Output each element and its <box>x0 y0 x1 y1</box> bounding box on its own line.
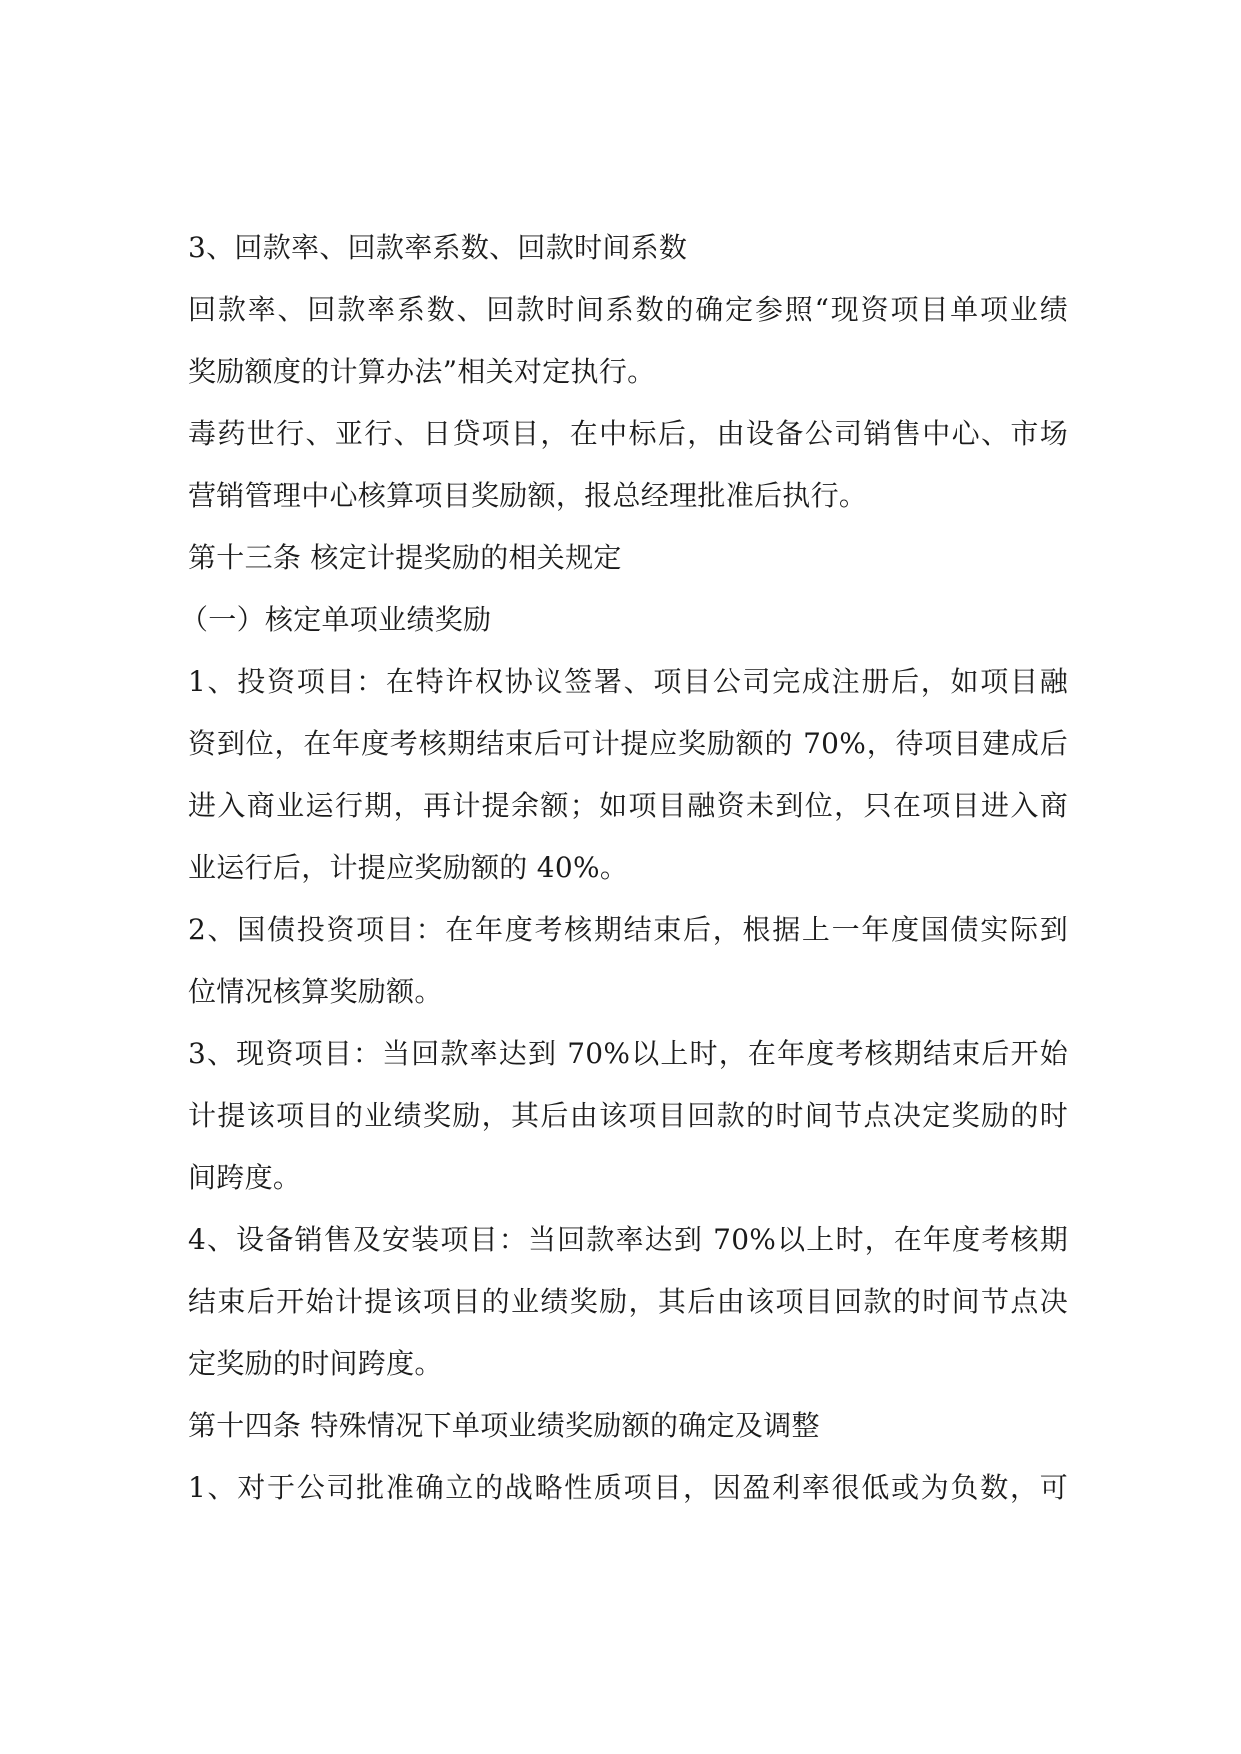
paragraph-line: 资到位，在年度考核期结束后可计提应奖励额的 70%，待项目建成后 <box>188 727 1068 760</box>
paragraph-line: 进入商业运行期，再计提余额；如项目融资未到位，只在项目进入商 <box>188 789 1068 822</box>
paragraph-line: 1、投资项目：在特许权协议签署、项目公司完成注册后，如项目融 <box>188 665 1068 698</box>
paragraph-line: 定奖励的时间跨度。 <box>188 1347 443 1380</box>
article-heading-14: 第十四条 特殊情况下单项业绩奖励额的确定及调整 <box>188 1409 820 1442</box>
paragraph-line: 回款率、回款率系数、回款时间系数的确定参照“现资项目单项业绩 <box>188 293 1068 326</box>
section-heading-collection-rate: 3、回款率、回款率系数、回款时间系数 <box>188 231 688 264</box>
subsection-heading-1: （一）核定单项业绩奖励 <box>180 603 492 636</box>
paragraph-line: 计提该项目的业绩奖励，其后由该项目回款的时间节点决定奖励的时 <box>188 1099 1068 1132</box>
paragraph-line: 奖励额度的计算办法”相关对定执行。 <box>188 355 656 388</box>
paragraph-line: 结束后开始计提该项目的业绩奖励，其后由该项目回款的时间节点决 <box>188 1285 1068 1318</box>
paragraph-line: 间跨度。 <box>188 1161 302 1194</box>
paragraph-line: 4、设备销售及安装项目：当回款率达到 70%以上时，在年度考核期 <box>188 1223 1068 1256</box>
paragraph-line: 2、国债投资项目：在年度考核期结束后，根据上一年度国债实际到 <box>188 913 1068 946</box>
paragraph-line: 业运行后，计提应奖励额的 40%。 <box>188 851 629 884</box>
article-heading-13: 第十三条 核定计提奖励的相关规定 <box>188 541 622 574</box>
paragraph-line: 营销管理中心核算项目奖励额，报总经理批准后执行。 <box>188 479 868 512</box>
paragraph-line: 位情况核算奖励额。 <box>188 975 443 1008</box>
paragraph-line: 3、现资项目：当回款率达到 70%以上时，在年度考核期结束后开始 <box>188 1037 1068 1070</box>
paragraph-line: 1、对于公司批准确立的战略性质项目，因盈利率很低或为负数，可 <box>188 1471 1068 1504</box>
paragraph-line: 毒药世行、亚行、日贷项目，在中标后，由设备公司销售中心、市场 <box>188 417 1068 450</box>
